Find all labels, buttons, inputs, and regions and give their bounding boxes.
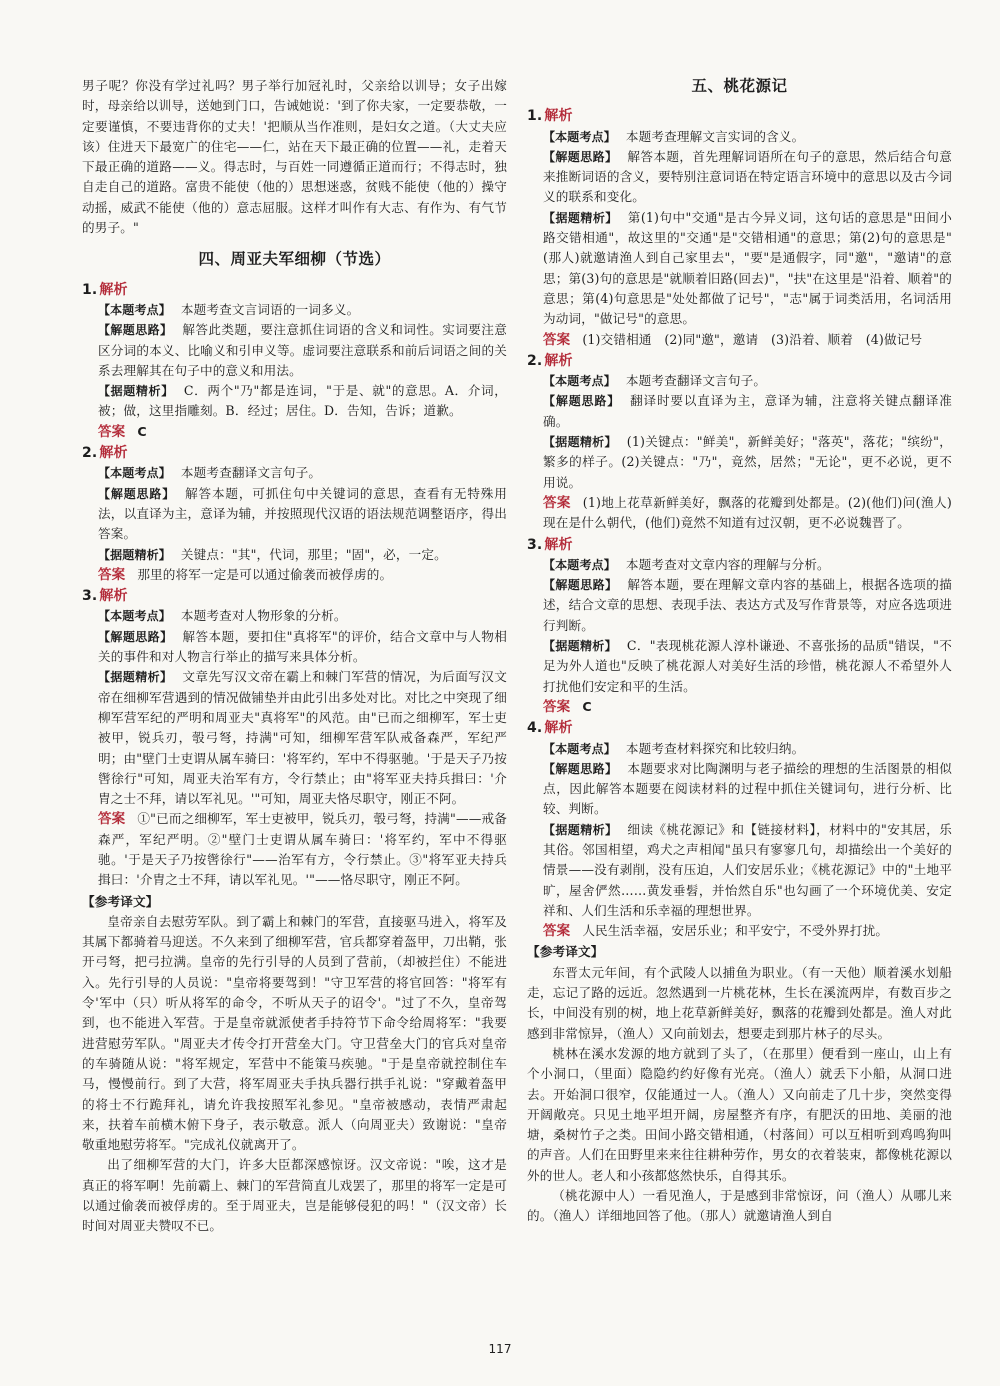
exam-point bbox=[527, 127, 952, 147]
question-1-heading bbox=[82, 280, 507, 300]
answer bbox=[82, 422, 507, 442]
translation-paragraph: 出了细柳军营的大门，许多大臣都深感惊讶。汉文帝说："唉，这才是真正的将军啊！先前霸上、棘门的军营简直儿戏罢了，那里的将军一定是可以通过偷袭而被俘虏的。至于周亚夫，岂是能够侵犯的吗！"（汉文帝）长时间对周亚夫赞叹不已。 bbox=[82, 1157, 507, 1234]
exam-point-text: 本题考查理解文言实词的含义。 bbox=[625, 128, 805, 144]
solution-idea-label: 【解题思路】 bbox=[543, 761, 618, 776]
solution-idea-text: 解答本题，要扣住"真将军"的评价，结合文章中与人物相关的事件和对人物言行举止的描写来具体分析。 bbox=[98, 628, 507, 665]
exam-point bbox=[527, 555, 952, 575]
solution-idea bbox=[527, 391, 952, 432]
exam-point-text: 本题考查翻译文言句子。 bbox=[625, 373, 767, 389]
answer-text: ①"已而之细柳军，军士吏被甲，锐兵刃，彀弓弩，持满"——戒备森严，军纪严明。②"壁门士吏谓从属车骑曰：'将军约，军中不得驱驰。'于是天子乃按辔徐行"——治军有方，令行禁止。③"将军亚夫持兵揖曰：'介胄之士不拜，请以军礼见。'"——恪尽职守，刚正不阿。 bbox=[98, 811, 507, 888]
exam-point-label: 【本题考点】 bbox=[543, 557, 616, 572]
detailed-analysis-text: 关键点："其"，代词，那里；"固"，必，一定。 bbox=[180, 546, 447, 562]
solution-idea-label: 【解题思路】 bbox=[543, 394, 621, 409]
solution-idea-label: 【解题思路】 bbox=[543, 578, 618, 593]
detailed-analysis bbox=[527, 636, 952, 697]
detailed-analysis-label: 【据题精析】 bbox=[543, 639, 617, 654]
answer-label: 答案 bbox=[98, 423, 126, 440]
answer-label: 答案 bbox=[543, 331, 571, 348]
analysis-label: 解析 bbox=[99, 588, 128, 605]
question-1-heading bbox=[527, 106, 952, 126]
exam-point-text: 本题考查材料探究和比较归纳。 bbox=[625, 740, 805, 756]
analysis-label: 解析 bbox=[99, 445, 128, 462]
answer-text: C bbox=[582, 698, 592, 714]
detailed-analysis bbox=[527, 208, 952, 330]
question-number: 1. bbox=[82, 281, 98, 298]
answer-text: C bbox=[137, 423, 147, 439]
exam-point bbox=[82, 606, 507, 626]
solution-idea bbox=[82, 484, 507, 545]
exam-point-text: 本题考查文言词语的一词多义。 bbox=[180, 301, 360, 317]
solution-idea-text: 解答本题，可抓住句中关键词的意思，查看有无特殊用法，以直译为主，意译为辅，并按照现代汉语的语法规范调整语序，得出答案。 bbox=[98, 485, 507, 542]
detailed-analysis bbox=[82, 545, 507, 565]
detailed-analysis-label: 【据题精析】 bbox=[543, 210, 618, 225]
intro-paragraph: 男子呢？你没有学过礼吗？男子举行加冠礼时，父亲给以训导；女子出嫁时，母亲给以训导，送她到门口，告诫她说：'到了你夫家，一定要恭敬，一定要谨慎，不要违背你的丈夫！'把顺从当作准则，是妇女之道。（大丈夫应该）住进天下最宽广的住宅——仁，站在天下最正确的位置——礼，走着天下最正确的道路——义。得志时，与百姓一同遵循正道而行；不得志时，独自走自己的道路。富贵不能使（他的）思想迷惑，贫贱不能使（他的）操守动摇，威武不能使（他的）意志屈服。这样才叫作有大志、有作为、有气节的男子。" bbox=[82, 78, 507, 236]
answer bbox=[82, 809, 507, 890]
detailed-analysis-label: 【据题精析】 bbox=[543, 822, 618, 837]
solution-idea bbox=[82, 627, 507, 668]
answer bbox=[527, 330, 952, 350]
solution-idea bbox=[527, 147, 952, 208]
answer-text: 人民生活幸福，安居乐业；和平安宁，不受外界打扰。 bbox=[582, 923, 889, 939]
detailed-analysis-label: 【据题精析】 bbox=[98, 670, 173, 685]
solution-idea-text: 解答此类题，要注意抓住词语的含义和词性。实词要注意区分词的本义、比喻义和引申义等。虚词要注意联系和前后词语之间的关系去理解其在句子中的意义和用法。 bbox=[98, 322, 507, 378]
reference-translation-title: 【参考译文】 bbox=[527, 944, 604, 960]
question-number: 4. bbox=[527, 720, 543, 737]
analysis-label: 解析 bbox=[544, 720, 573, 737]
page-number: 117 bbox=[488, 1342, 512, 1356]
exam-point bbox=[82, 300, 507, 320]
answer bbox=[527, 493, 952, 534]
solution-idea-label: 【解题思路】 bbox=[98, 323, 173, 338]
translation-paragraph: 皇帝亲自去慰劳军队。到了霸上和棘门的军营，直接驱马进入，将军及其属下都骑着马迎送。不久来到了细柳军营，官兵都穿着盔甲，刀出鞘，张开弓弩，把弓拉满。皇帝的先行引导的人员到了营前，（却被拦住）不能进入。先行引导的人员说："皇帝将要驾到！"守卫军营的将官回答："将军有令'军中（只）听从将军的命令，不听从天子的诏令'。"过了不久，皇帝驾到，也不能进入军营。于是皇帝就派使者手持符节下命令给周将军："我要进营慰劳军队。"周亚夫才传令打开营垒大门。守卫营垒大门的官兵对皇帝的车骑随从说："将军规定，军营中不能策马疾驰。"于是皇帝就控制住车马，慢慢前行。到了大营，将军周亚夫手执兵器行拱手礼说："穿戴着盔甲的将士不行跪拜礼，请允许我按照军礼参见。"皇帝被感动，表情严肃起来，扶着车前横木俯下身子，表示敬意。派人（向周亚夫）致谢说："皇帝敬重地慰劳将军。"完成礼仪就离开了。 bbox=[82, 913, 507, 1153]
solution-idea-text: 本题要求对比陶渊明与老子描绘的理想的生活图景的相似点，因此解答本题要在阅读材料的过程中抓住关键词句，进行分析、比较、判断。 bbox=[543, 760, 952, 817]
detailed-analysis-text: 细读《桃花源记》和【链接材料】，材料中的"安其居，乐其俗。邻国相望，鸡犬之声相闻"虽只有寥寥几句，却描绘出一个美好的情景——没有剥削，没有压迫，人们安居乐业；《桃花源记》中的"土地平旷，屋舍俨然……黄发垂髫，并怡然自乐"也勾画了一个环境优美、安定祥和、人们生活和乐幸福的理想世界。 bbox=[543, 821, 952, 918]
solution-idea-label: 【解题思路】 bbox=[98, 629, 173, 644]
question-number: 3. bbox=[527, 536, 543, 553]
exam-point-text: 本题考查对人物形象的分析。 bbox=[180, 608, 347, 624]
exam-point-label: 【本题考点】 bbox=[543, 374, 616, 389]
question-number: 2. bbox=[527, 352, 543, 369]
section-title-5: 五、桃花源记 bbox=[691, 77, 788, 95]
analysis-label: 解析 bbox=[544, 108, 573, 125]
translation-paragraph: 桃林在溪水发源的地方就到了头了，（在那里）便看到一座山，山上有个小洞口，（里面）隐隐约约好像有光亮。（渔人）就丢下小船，从洞口进去。开始洞口很窄，仅能通过一人。（渔人）又向前走了几十步，突然变得开阔敞亮。只见土地平坦开阔，房屋整齐有序，有肥沃的田地、美丽的池塘，桑树竹子之类。田间小路交错相通，（村落间）可以互相听到鸡鸣狗叫的声音。人们在田野里来来往往耕种劳作，男女的衣着装束，都像桃花源以外的世人。老人和小孩都悠然快乐，自得其乐。 bbox=[527, 1045, 952, 1183]
exam-point-text: 本题考查翻译文言句子。 bbox=[180, 465, 322, 481]
solution-idea bbox=[527, 759, 952, 820]
detailed-analysis-text: 文章先写汉文帝在霸上和棘门军营的情况，为后面写汉文帝在细柳军营遇到的情况做铺垫并由此引出多处对比。对比之中突现了细柳军营军纪的严明和周亚夫"真将军"的风范。由"已而之细柳军，军士吏被甲，锐兵刃，彀弓弩，持满"可知，细柳军营军队戒备森严，军纪严明；由"壁门士吏谓从属车骑曰：'将军约，军中不得驱驰。'于是天子乃按辔徐行"可知，周亚夫治军有方，令行禁止；由"将军亚夫持兵揖曰：'介胄之士不拜，请以军礼见。'"可知，周亚夫恪尽职守，刚正不阿。 bbox=[98, 669, 507, 807]
answer bbox=[82, 565, 507, 585]
detailed-analysis bbox=[527, 432, 952, 493]
solution-idea-text: 解答本题，要在理解文章内容的基础上，根据各选项的描述，结合文章的思想、表现手法、表达方式及写作背景等，对应各选项进行判断。 bbox=[543, 577, 952, 633]
answer-text: (1)交错相通 (2)同"邀"，邀请 (3)沿着、顺着 (4)做记号 bbox=[582, 331, 923, 347]
answer-label: 答案 bbox=[543, 698, 571, 715]
exam-point bbox=[527, 371, 952, 391]
question-number: 1. bbox=[527, 108, 543, 125]
question-2-heading bbox=[82, 443, 507, 463]
analysis-label: 解析 bbox=[544, 536, 573, 553]
detailed-analysis bbox=[82, 381, 507, 422]
analysis-label: 解析 bbox=[544, 352, 573, 369]
exam-point-label: 【本题考点】 bbox=[543, 741, 616, 756]
detailed-analysis-label: 【据题精析】 bbox=[543, 435, 617, 450]
solution-idea bbox=[527, 575, 952, 636]
translation-paragraph: 东晋太元年间，有个武陵人以捕鱼为职业。（有一天他）顺着溪水划船走，忘记了路的远近。忽然遇到一片桃花林，生长在溪流两岸，有数百步之长，中间没有别的树，地上花草新鲜美好，飘落的花瓣到处都是。渔人对此感到非常惊异，（渔人）又向前划去，想要走到那片林子的尽头。 bbox=[527, 964, 952, 1041]
answer-text: 那里的将军一定是可以通过偷袭而被俘虏的。 bbox=[137, 566, 393, 582]
detailed-analysis-text: 第(1)句中"交通"是古今异义词，这句话的意思是"田间小路交错相通"，故这里的"交通"是"交错相通"的意思；第(2)句的意思是"(那人)就邀请渔人到自己家里去"，"要"是通假字，同"邀"，"邀请"的意思；第(3)句的意思是"就顺着旧路(回去)"，"扶"在这里是"沿着、顺着"的意思；第(4)句意思是"处处都做了记号"，"志"属于词类活用，名词活用为动词，"做记号"的意思。 bbox=[543, 209, 952, 327]
exam-point bbox=[527, 739, 952, 759]
solution-idea bbox=[82, 320, 507, 381]
left-column bbox=[82, 76, 507, 1237]
detailed-analysis bbox=[527, 820, 952, 921]
exam-point-label: 【本题考点】 bbox=[98, 609, 171, 624]
exam-point-label: 【本题考点】 bbox=[98, 302, 171, 317]
answer-label: 答案 bbox=[543, 923, 571, 940]
answer bbox=[527, 697, 952, 717]
translation-paragraph: （桃花源中人）一看见渔人，于是感到非常惊讶，问（渔人）从哪儿来的。（渔人）详细地回答了他。（那人）就邀请渔人到自 bbox=[527, 1188, 952, 1224]
reference-translation-title: 【参考译文】 bbox=[82, 893, 159, 909]
detailed-analysis-label: 【据题精析】 bbox=[98, 384, 174, 399]
exam-point-label: 【本题考点】 bbox=[98, 466, 171, 481]
exam-point-text: 本题考查对文章内容的理解与分析。 bbox=[625, 556, 830, 572]
solution-idea-text: 解答本题，首先理解词语所在句子的意思，然后结合句意来推断词语的含义，要特别注意词语在特定语言环境中的意思以及古今词义的联系和变化。 bbox=[543, 148, 952, 205]
solution-idea-label: 【解题思路】 bbox=[543, 149, 618, 164]
solution-idea-label: 【解题思路】 bbox=[98, 486, 176, 501]
exam-point bbox=[82, 463, 507, 483]
question-number: 3. bbox=[82, 588, 98, 605]
answer-text: (1)地上花草新鲜美好，飘落的花瓣到处都是。(2)(他们)问(渔人)现在是什么朝代，(他们)竟然不知道有过汉朝，更不必说魏晋了。 bbox=[543, 494, 952, 531]
exam-point-label: 【本题考点】 bbox=[543, 129, 616, 144]
right-column bbox=[527, 76, 952, 1227]
question-2-heading bbox=[527, 351, 952, 371]
answer-label: 答案 bbox=[543, 494, 571, 511]
answer bbox=[527, 921, 952, 941]
detailed-analysis-label: 【据题精析】 bbox=[98, 547, 171, 562]
question-3-heading bbox=[527, 535, 952, 555]
analysis-label: 解析 bbox=[99, 281, 128, 298]
solution-idea-text: 翻译时要以直译为主，意译为辅，注意将关键点翻译准确。 bbox=[543, 393, 952, 429]
answer-label: 答案 bbox=[98, 811, 126, 828]
question-number: 2. bbox=[82, 445, 98, 462]
detailed-analysis-text: C．两个"乃"都是连词，"于是、就"的意思。A．介词，被；做，这里指雕刻。B．经过；居住。D．告知，告诉；道歉。 bbox=[98, 383, 507, 419]
answer-label: 答案 bbox=[98, 566, 126, 583]
section-title-4: 四、周亚夫军细柳（节选） bbox=[198, 250, 391, 269]
question-3-heading bbox=[82, 586, 507, 606]
detailed-analysis-text: C．"表现桃花源人淳朴谦逊、不喜张扬的品质"错误，"不足为外人道也"反映了桃花源人对美好生活的珍惜，桃花源人不希望外人打扰他们安定和平的生活。 bbox=[543, 638, 952, 694]
question-4-heading bbox=[527, 718, 952, 738]
detailed-analysis-text: (1)关键点："鲜美"，新鲜美好；"落英"，落花；"缤纷"，繁多的样子。(2)关键点："乃"，竟然，居然；"无论"，更不必说，更不用说。 bbox=[543, 434, 952, 490]
detailed-analysis bbox=[82, 667, 507, 809]
